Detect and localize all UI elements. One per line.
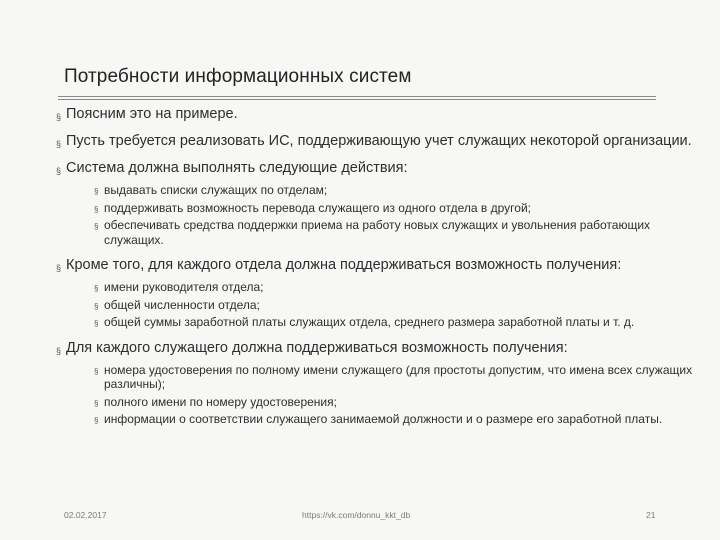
sub-bullet-icon: § (94, 204, 99, 214)
footer-url: https://vk.com/donnu_kkt_db (302, 510, 411, 520)
sub-bullet-icon: § (94, 319, 99, 328)
title-rule-top (58, 96, 656, 97)
sub-bullet-item (94, 395, 696, 410)
sub-bullet-item (94, 412, 696, 427)
bullet-icon: § (56, 139, 62, 149)
bullet-item (56, 133, 696, 150)
bullet-text: Поясним это на примере. (66, 106, 238, 122)
sub-bullet-item (94, 183, 696, 198)
sub-bullet-text: номера удостоверения по полному имени служащего (для простоты допустим, что имена всех служащих различны); (104, 362, 693, 391)
sub-bullet-list (66, 183, 696, 247)
sub-bullet-text: поддерживать возможность перевода служащего из одного отдела в другой; (104, 200, 531, 215)
sub-bullet-item (94, 218, 696, 247)
sub-bullet-list (66, 280, 696, 330)
sub-bullet-icon: § (94, 416, 99, 425)
sub-bullet-item (94, 280, 696, 295)
bullet-item (56, 160, 696, 247)
sub-bullet-text: общей суммы заработной платы служащих отдела, среднего размера заработной платы и т. д. (104, 315, 635, 329)
sub-bullet-icon: § (94, 187, 99, 196)
bullet-text: Пусть требуется реализовать ИС, поддерживающую учет служащих некоторой организации. (66, 133, 692, 149)
sub-bullet-icon: § (94, 284, 99, 293)
sub-bullet-icon: § (94, 398, 99, 408)
bullet-icon: § (56, 263, 62, 273)
bullet-item (56, 257, 696, 330)
page-number: 21 (646, 510, 656, 520)
sub-bullet-item (94, 363, 696, 392)
bullet-icon: § (56, 345, 62, 356)
sub-bullet-item (94, 201, 696, 216)
sub-bullet-item (94, 298, 696, 313)
bullet-text: Система должна выполнять следующие действия: (66, 160, 408, 176)
sub-bullet-list (66, 363, 696, 427)
bullet-item (56, 340, 696, 427)
slide-title: Потребности информационных систем (64, 66, 412, 87)
sub-bullet-icon: § (94, 366, 99, 376)
sub-bullet-text: обеспечивать средства поддержки приема на работу новых служащих и увольнения работающих служащих. (104, 218, 651, 247)
sub-bullet-text: информации о соответствии служащего занимаемой должности и о размере его заработной платы. (104, 412, 663, 426)
sub-bullet-text: полного имени по номеру удостоверения; (104, 394, 337, 409)
footer-date: 02.02.2017 (64, 510, 107, 520)
bullet-icon: § (56, 112, 62, 122)
sub-bullet-item (94, 315, 696, 330)
bullet-icon: § (56, 166, 62, 176)
sub-bullet-icon: § (94, 222, 99, 231)
bullet-list (56, 106, 696, 437)
title-rule-bottom (58, 99, 656, 100)
sub-bullet-icon: § (94, 301, 99, 311)
bullet-text: Кроме того, для каждого отдела должна поддерживаться возможность получения: (66, 257, 622, 273)
sub-bullet-text: имени руководителя отдела; (104, 280, 264, 294)
sub-bullet-text: выдавать списки служащих по отделам; (104, 183, 328, 197)
bullet-item (56, 106, 696, 123)
bullet-text: Для каждого служащего должна поддерживаться возможность получения: (66, 339, 568, 356)
sub-bullet-text: общей численности отдела; (104, 297, 260, 312)
